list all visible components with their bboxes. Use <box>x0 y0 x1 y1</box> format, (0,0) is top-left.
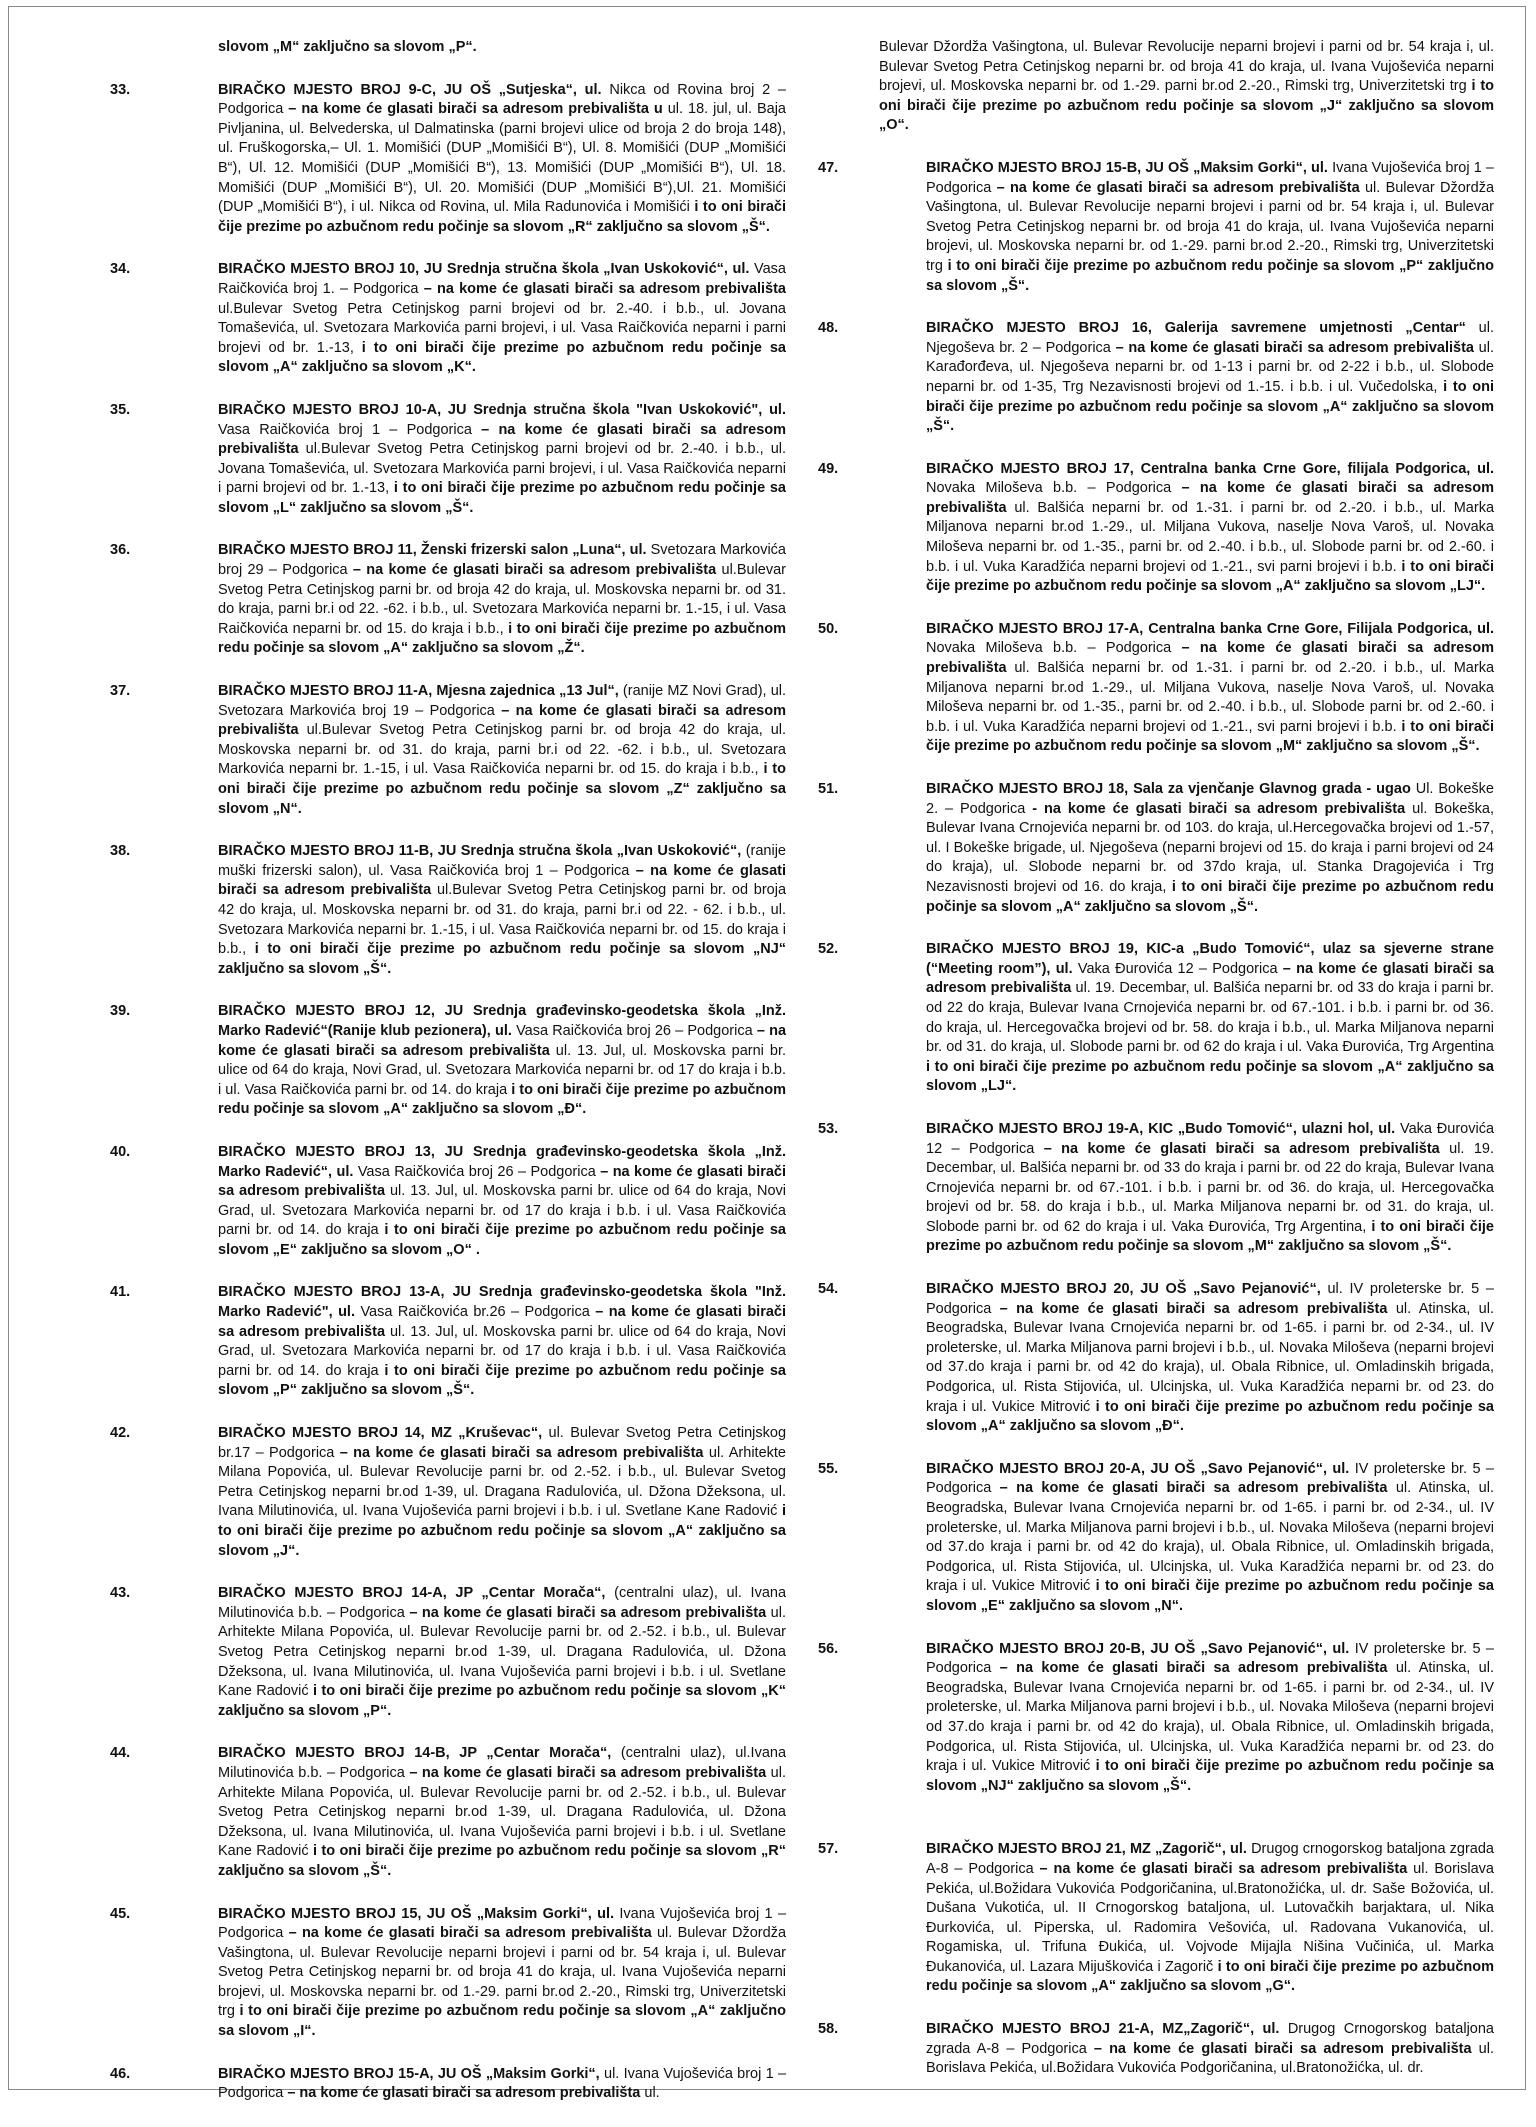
entry-number: 57. <box>818 1841 839 1858</box>
entry-number: 43. <box>110 1585 131 1602</box>
entry-title: BIRAČKO MJESTO BROJ 9-C, JU OŠ „Sutjeska“, ul. <box>218 81 602 98</box>
entry-streets: ul. Bulevar Džordža Vašingtona, ul. Bulevar Revolucije neparni brojevi i parni od br. 54 kraja i, ul. Bulevar Svetog Petra Cetinjskog neparni br. od broja 41 do kraja, ul. Ivana Vujoševića neparni brojevi, ul. Moskovska neparni br. od 1.-29. parni br.od 2.-20., Rimski trg, Univerzitetski trg <box>926 179 1495 274</box>
polling-station-entry <box>818 780 1494 917</box>
polling-station-entry <box>818 159 1494 296</box>
entry-clause: – na kome će glasati birači sa adresom prebivališta <box>926 480 1494 516</box>
entry-title: BIRAČKO MJESTO BROJ 20, JU OŠ „Savo Pejanović“, <box>926 1281 1321 1298</box>
entry-number: 56. <box>818 1640 839 1657</box>
entry-number: 45. <box>110 1905 131 1922</box>
entry-title: BIRAČKO MJESTO BROJ 10-A, JU Srednja stručna škola "Ivan Uskoković", ul. <box>218 401 786 418</box>
entry-number: 46. <box>110 2065 131 2082</box>
entry-number: 38. <box>110 843 131 860</box>
entry-streets: ul. 19. Decembar, ul. Balšića neparni br. od 33 do kraja i parni br. od 22 do kraja, Bulevar Ivana Crnojevića neparni br. od 67.-101. i b.b. i parni br. od 36. do kraja, ul. Hercegovačka brojevi od br. 58. do kraja i b.b., ul. Marka Miljanova neparni br. od 31. do kraja, ul. Slobode parni br. od 62 do kraja i ul. Vaka Đurovića, Trg Argentina, <box>926 1140 1494 1235</box>
entry-number: 48. <box>818 320 839 337</box>
entry-title: BIRAČKO MJESTO BROJ 14-B, JP „Centar Morača“, <box>218 1745 612 1762</box>
entry-address: Vaka Đurovića 12 – Podgorica <box>926 1120 1495 1157</box>
entry-title: BIRAČKO MJESTO BROJ 16, Galerija savremene umjetnosti „Centar“ <box>926 320 1466 337</box>
entry-streets: ul.Bulevar Svetog Petra Cetinjskog parni br. od broja 42 do kraja, ul. Moskovska neparni br. od 31. do kraja, parni br.i od 22. - 62. i b.b., ul. Svetozara Markovića neparni br. 1.-15, i ul. Vasa Raičkovića neparni br. od 15. do kraja i b.b., <box>218 882 787 958</box>
entry-streets: ul.Bulevar Svetog Petra Cetinjskog parni brojevi od br. 2.-40. i b.b., ul. Jovana Tomaševića, ul. Svetozara Markovića parni brojevi, i ul. Vasa Raičkovića neparni i parni brojevi od br. 1.-13, <box>218 300 786 356</box>
entry-number: 36. <box>110 542 131 559</box>
entry-clause: - na kome će glasati birači sa adresom prebivališta <box>1032 800 1406 817</box>
entry-number: 42. <box>110 1425 131 1442</box>
entry-title: BIRAČKO MJESTO BROJ 21-A, MZ„Zagorič“, ul. <box>926 2021 1280 2038</box>
entry-streets: ul. 13. Jul, ul. Moskovska parni br. ulice od 64 do kraja, Novi Grad, ul. Svetozara Markovića neparni br. od 17 do kraja i b.b. i ul. Vasa Raičkovića parni br. od 14. do kraja <box>218 1183 787 1239</box>
entry-clause: – na kome će glasati birači sa adresom prebivališta <box>218 1022 787 1059</box>
entry-title: BIRAČKO MJESTO BROJ 11, Ženski frizerski salon „Luna“, ul. <box>218 542 647 559</box>
entry-closing: i to oni birači čije prezime po azbučnom redu počinje sa slovom „A“ zaključno sa slovom „LJ“. <box>926 1058 1494 1095</box>
entry-number: 55. <box>818 1460 839 1477</box>
polling-station-entry <box>110 541 786 659</box>
entry-title: BIRAČKO MJESTO BROJ 21, MZ „Zagorič“, ul. <box>926 1841 1247 1858</box>
entry-title: BIRAČKO MJESTO BROJ 11-B, JU Srednja stručna škola „Ivan Uskoković“, <box>218 843 742 860</box>
entry-streets: ul. Borislava Pekića, ul.Božidara Vukovića Podgoričanina, ul.Bratonožićka, ul. dr. Saše Božovića, ul. Dušana Vukotića, ul. II Crnogorskog bataljona, ul. Lutovačkih barjaktara, ul. Nika Đurkovića, ul. Piperska, ul. Radomira Vešovića, ul. Radovana Vukanovića, ul. Rogamiska, ul. Trifuna Đukića, ul. Vojvode Mijajla Nišina Vučinića, ul. Marka Đukanovića, ul. Lazara Mijuškovića i Zagorič <box>926 1860 1494 1975</box>
entry-title: BIRAČKO MJESTO BROJ 13, JU Srednja građevinsko-geodetska škola „Inž. Marko Radević“, ul. <box>218 1143 786 1180</box>
entry-number: 40. <box>110 1143 131 1160</box>
entry-clause: – na kome će glasati birači sa adresom prebivališta <box>218 862 786 899</box>
entry-address: Nikca od Rovina broj 2 – Podgorica <box>218 81 786 118</box>
entry-closing: i to oni birači čije prezime po azbučnom redu počinje sa slovom „R“ zaključno sa slovom „Š“. <box>218 199 787 235</box>
entry-streets: ul. 19. Decembar, ul. Balšića neparni br. od 33 do kraja i parni br. od 22 do kraja, Bulevar Ivana Crnojevića neparni br. od 67.-101. i b.b. i parni br. od 36. do kraja, ul. Hercegovačka brojevi od br. 58. do kraja i b.b., ul. Marka Miljanova neparni br. od 31. do kraja, ul. Slobode parni br. od 62 do kraja i ul. Vaka Đurovića, Trg Argentina <box>926 980 1494 1056</box>
entry-streets: ul.Bulevar Svetog Petra Cetinjskog parni br. od broja 42 do kraja, ul. Moskovska neparni br. od 31. do kraja, parni br.i od 22. -62. i b.b., ul. Svetozara Markovića neparni br. 1.-15, i ul. Vasa Raičkovića neparni br. od 15. do kraja i b.b., <box>218 722 787 778</box>
entry-closing: i to oni birači čije prezime po azbučnom redu počinje sa slovom „L“ zaključno sa slovom „Š“. <box>218 480 786 516</box>
entry-closing: i to oni birači čije prezime po azbučnom redu počinje sa slovom „A“ zaključno sa slovom „K“. <box>218 339 786 376</box>
polling-station-entry <box>110 1002 786 1120</box>
entry-number: 49. <box>818 460 839 477</box>
entry-closing: i to oni birači čije prezime po azbučnom redu počinje sa slovom „Z“ zaključno sa slovom „N“. <box>218 761 786 817</box>
polling-station-entry <box>110 1283 786 1401</box>
entry-closing: i to oni birači čije prezime po azbučnom redu počinje sa slovom „P“ zaključno sa slovom „Š“. <box>218 1362 786 1399</box>
entry-streets: ul. Balšića neparni br. od 1.-31. i parni br. od 2.-20. i b.b., ul. Marka Miljanova neparni br.od 1.-29., ul. Miljana Vukova, naselje Nova Varoš, ul. Novaka Miloševa neparni br. od 1.-35., parni br. od 2.-40. i b.b., ul. Slobode parni br. od 2.-60. i b.b. i ul. Vuka Karadžića neparni brojevi od 1.-21., svi parni brojevi i b.b. <box>926 660 1495 735</box>
entry-address: IV proleterske br. 5 – Podgorica <box>926 1640 1495 1677</box>
continuation-text: slovom „M“ zaključno sa slovom „P“. <box>218 39 477 55</box>
entry-title: BIRAČKO MJESTO BROJ 18, Sala za vjenčanje Glavnog grada - ugao <box>926 781 1411 797</box>
entry-clause: – na kome će glasati birači sa adresom prebivališta <box>218 1304 787 1340</box>
entry-closing: i to oni birači čije prezime po azbučnom redu počinje sa slovom „M“ zaključno sa slovom „Š“. <box>926 718 1494 755</box>
entry-address: (centralni ulaz), ul.Ivana Milutinovića b.b. – Podgorica <box>218 1745 787 1781</box>
entry-address: Drugog Crnogorskog bataljona zgrada A-8 – Podgorica <box>926 2021 1494 2057</box>
entry-address: Vasa Raičkovića broj 26 – Podgorica <box>516 1022 753 1039</box>
entry-clause: – na kome će glasati birači sa adresom prebivališta <box>288 1925 652 1942</box>
polling-station-entry <box>110 1905 786 2042</box>
entry-streets: ul. Arhitekte Milana Popovića, ul. Bulevar Revolucije parni br. od 2.-52. i b.b., ul. Bulevar Svetog Petra Cetinjskog neparni br.od 1-39, ul. Dragana Radulovića, ul. Džona Džeksona, ul. Ivana Milutinovića, ul. Ivana Vujoševića parni brojevi i b.b. i ul. Svetlane Kane Radović <box>218 1604 786 1700</box>
entry-closing: i to oni birači čije prezime po azbučnom redu počinje sa slovom „A“ zaključno sa slovom „Đ“. <box>218 1081 786 1118</box>
entry-title: BIRAČKO MJESTO BROJ 17-A, Centralna banka Crne Gore, Filijala Podgorica, ul. <box>926 620 1494 637</box>
entry-closing: i to oni birači čije prezime po azbučnom redu počinje sa slovom „A“ zaključno sa slovom „Š“. <box>926 878 1495 915</box>
polling-station-entry <box>110 682 786 819</box>
entry-address: (centralni ulaz), ul. Ivana Milutinovića b.b. – Podgorica <box>218 1585 787 1621</box>
entry-streets: ul. Balšića neparni br. od 1.-31. i parni br. od 2.-20. i b.b., ul. Marka Miljanova neparni br.od 1.-29., ul. Miljana Vukova, naselje Nova Varoš, ul. Novaka Miloševa neparni br. od 1.-35., parni br. od 2.-40. i b.b., ul. Slobode parni br. od 2.-60. i b.b. i ul. Vuka Karadžića neparni brojevi od 1.-21., svi parni brojevi i b.b. <box>926 499 1495 575</box>
polling-station-entry <box>110 2065 786 2104</box>
entry-address: Ivana Vujoševića broj 1 – Podgorica <box>218 1905 787 1942</box>
entry-clause: – na kome će glasati birači sa adresom prebivališta <box>926 960 1494 997</box>
polling-station-entry <box>818 1120 1494 1257</box>
polling-station-entry <box>818 940 1494 1097</box>
entry-closing: i to oni birači čije prezime po azbučnom redu počinje sa slovom „NJ“ zaključno sa slovom „Š“. <box>218 941 787 977</box>
polling-station-entry <box>110 260 786 378</box>
entry-closing: i to oni birači čije prezime po azbučnom redu počinje sa slovom „A“ zaključno sa slovom „Đ“. <box>926 1398 1494 1435</box>
entry-number: 58. <box>818 2021 839 2038</box>
polling-station-entry <box>110 81 786 238</box>
entry-clause: – na kome će glasati birači sa adresom prebivališta u <box>288 101 663 118</box>
entry-number: 50. <box>818 620 839 637</box>
left-column <box>110 38 786 2127</box>
entry-address: ul. IV proleterske br. 5 – Podgorica <box>926 1281 1494 1317</box>
entry-closing: i to oni birači čije prezime po azbučnom redu počinje sa slovom „A“ zaključno sa slovom „LJ“. <box>926 558 1494 595</box>
entry-streets: ul. Karađorđeva, ul. Njegoševa neparni br. od 1-13 i parni br. od 2-22 i b.b., ul. Slobode neparni br. od 1-35, Trg Nezavisnosti brojevi od 1.-15. i b.b. i ul. Vučedolska, <box>926 339 1494 395</box>
entry-address: (ranije MZ Novi Grad), ul. Svetozara Markovića broj 19 – Podgorica <box>218 683 787 719</box>
polling-station-entry <box>818 1460 1494 1617</box>
entry-address: Ivana Vujoševića broj 1 – Podgorica <box>926 159 1494 196</box>
entry-clause: – na kome će glasati birači sa adresom prebivališta <box>1093 2040 1472 2057</box>
entry-address: Vasa Raičkovića broj 1 – Podgorica <box>218 421 472 438</box>
entry-closing: i to oni birači čije prezime po azbučnom redu počinje sa slovom „K“ zaključno sa slovom „P“. <box>218 1683 786 1719</box>
entry-streets: ul. Bokeška, Bulevar Ivana Crnojevića neparni br. od 103. do kraja, ul.Hercegovačka brojevi od 1.-57, ul. I Bokeške brigade, ul. Njegoševa (neparni brojevi od 15. do kraja i parni brojevi od 24 do kraja), ul. Slobode neparni br. od 37do kraja, ul. Stanka Dragojevića i Trg Nezavisnosti brojevi od 16. do kraja, <box>926 800 1495 895</box>
entry-number: 44. <box>110 1745 131 1762</box>
entry-clause: – na kome će glasati birači sa adresom prebivališta <box>218 702 786 739</box>
entry-number: 51. <box>818 781 839 797</box>
entry-clause: – na kome će glasati birači sa adresom prebivališta <box>999 1660 1388 1677</box>
entry-title: BIRAČKO MJESTO BROJ 10, JU Srednja stručna škola „Ivan Uskoković“, ul. <box>218 261 750 278</box>
entry-title: BIRAČKO MJESTO BROJ 19, KIC-a „Budo Tomović“, ulaz sa sjeverne strane (“Meeting room”), ul. <box>926 941 1494 977</box>
entry-number: 35. <box>110 401 131 418</box>
polling-station-entry <box>818 460 1494 597</box>
entry-closing: i to oni birači čije prezime po azbučnom redu počinje sa slovom „M“ zaključno sa slovom „Š“. <box>926 1218 1494 1255</box>
entry-number: 47. <box>818 159 839 176</box>
entry-address: Ul. Bokeške 2. – Podgorica <box>926 781 1494 817</box>
polling-station-entry <box>110 1744 786 1881</box>
entry-title: BIRAČKO MJESTO BROJ 20-B, JU OŠ „Savo Pejanović“, ul. <box>926 1640 1350 1657</box>
entry-closing: i to oni birači čije prezime po azbučnom redu počinje sa slovom „P“ zaključno sa slovom „Š“. <box>926 257 1495 294</box>
entry-title: BIRAČKO MJESTO BROJ 11-A, Mjesna zajednica „13 Jul“, <box>218 683 619 700</box>
entry-title: BIRAČKO MJESTO BROJ 12, JU Srednja građevinsko-geodetska škola „Inž. Marko Radević“(Ranije klub pezionera), ul. <box>218 1003 786 1039</box>
entry-streets: ul. 13. Jul, ul. Moskovska parni br. ulice od 64 do kraja, Novi Grad, ul. Svetozara Markovića neparni br. od 17 do kraja i b.b. i ul. Vasa Raičkovića parni br. od 14. do kraja <box>218 1042 786 1098</box>
entry-clause: – na kome će glasati birači sa adresom prebivališta <box>339 1444 704 1461</box>
polling-station-entry <box>818 1840 1494 1997</box>
polling-station-entry <box>110 1424 786 1561</box>
entry-closing: i to oni birači čije prezime po azbučnom redu počinje sa slovom „A“ zaključno sa slovom „J“. <box>218 1503 787 1559</box>
entry-title: BIRAČKO MJESTO BROJ 14, MZ „Kruševac“, <box>218 1425 543 1442</box>
entry-closing: i to oni birači čije prezime po azbučnom redu počinje sa slovom „NJ“ zaključno sa slovom „Š“. <box>926 1758 1494 1794</box>
entry-closing: i to oni birači čije prezime po azbučnom redu počinje sa slovom „A“ zaključno sa slovom „I“. <box>218 2003 787 2040</box>
entry-address: Vaka Đurovića 12 – Podgorica <box>1077 960 1278 977</box>
entry-title: BIRAČKO MJESTO BROJ 15-B, JU OŠ „Maksim Gorki“, ul. <box>926 159 1328 176</box>
entry-clause: – na kome će glasati birači sa adresom prebivališta <box>996 179 1360 196</box>
entry-clause: – na kome će glasati birači sa adresom prebivališta <box>1115 339 1474 356</box>
entry-number: 52. <box>818 941 839 958</box>
right-entries <box>818 159 1494 2079</box>
entry-number: 33. <box>110 81 131 98</box>
entry-address: Svetozara Markovića broj 29 – Podgorica <box>218 542 786 579</box>
entry-address: (ranije muški frizerski salon), ul. Vasa Raičkovića broj 1 – Podgorica <box>218 843 786 879</box>
entry-clause: – na kome će glasati birači sa adresom prebivališta <box>1043 1140 1440 1157</box>
polling-station-entry <box>110 842 786 979</box>
polling-station-entry <box>110 401 786 519</box>
entry-streets: ul. Arhitekte Milana Popovića, ul. Bulevar Revolucije parni br. od 2.-52. i b.b., ul. Bulevar Svetog Petra Cetinjskog neparni br.od 1-39, ul. Dragana Radulovića, ul. Džona Džeksona, ul. Ivana Milutinovića, ul. Ivana Vujoševića parni brojevi i b.b. i ul. Svetlane Kane Radović <box>218 1444 786 1520</box>
entry-streets: ul. Arhitekte Milana Popovića, ul. Bulevar Revolucije parni br. od 2.-52. i b.b., ul. Bulevar Svetog Petra Cetinjskog neparni br.od 1-39, ul. Dragana Radulovića, ul. Džona Džeksona, ul. Ivana Milutinovića, ul. Ivana Vujoševića parni brojevi i b.b. i ul. Svetlane Kane Radović <box>218 1764 786 1860</box>
entry-address: Drugog crnogorskog bataljona zgrada A-8 – Podgorica <box>926 1841 1494 1877</box>
entry-streets: ul. Atinska, ul. Beogradska, Bulevar Ivana Crnojevića neparni br. od 1-65. i parni br. od 2-34., ul. IV proleterske, ul. Marka Miljanova parni brojevi i b.b., ul. Novaka Miloševa (neparni brojevi od 37.do kraja i parni br. od 42 do kraja), ul. Obala Ribnice, ul. Omladinskih brigada, Podgorica, ul. Rista Stijovića, ul. Ulcinjska, ul. Vuka Karadžića neparni br. od 23. do kraja i ul. Vukice Mitrović <box>926 1480 1494 1595</box>
polling-station-entry <box>818 1280 1494 1437</box>
entry-clause: – na kome će glasati birači sa adresom prebivališta <box>926 640 1494 677</box>
entry-address: Vasa Raičkovića broj 1. – Podgorica <box>218 261 786 297</box>
entry-clause: – na kome će glasati birači sa adresom prebivališta <box>352 562 717 579</box>
entry-clause: – na kome će glasati birači sa adresom prebivališta <box>218 421 787 458</box>
polling-station-entry <box>818 319 1494 437</box>
entry-streets: ul. 13. Jul, ul. Moskovska parni br. ulice od 64 do kraja, Novi Grad, ul. Svetozara Markovića neparni br. od 17 do kraja i b.b. i ul. Vasa Raičkovića parni br. od 14. do kraja <box>218 1323 787 1379</box>
entry-number: 34. <box>110 261 131 278</box>
entry-streets: ul.Bulevar Svetog Petra Cetinjskog parni br. od broja 42 do kraja, ul. Moskovska neparni br. od 31. do kraja, parni br.i od 22. -62. i b.b., ul. Svetozara Markovića neparni br. 1.-15, i ul. Vasa Raičkovića neparni br. od 15. do kraja i b.b., <box>218 562 786 637</box>
entry-address: Novaka Miloševa b.b. – Podgorica <box>926 640 1172 657</box>
entry-streets: ul. Atinska, ul. Beogradska, Bulevar Ivana Crnojevića neparni br. od 1-65. i parni br. od 2-34., ul. IV proleterske, ul. Marka Miljanova parni brojevi i b.b., ul. Novaka Miloševa (neparni brojevi od 37.do kraja i parni br. od 42 do kraja), ul. Obala Ribnice, ul. Omladinskih brigada, Podgorica, ul. Rista Stijovića, ul. Ulcinjska, ul. Vuka Karadžića neparni br. od 23. do kraja i ul. Vukice Mitrović <box>926 1660 1494 1775</box>
polling-station-entry <box>818 2020 1494 2079</box>
entry-streets: ul. <box>644 2085 660 2102</box>
entry-number: 37. <box>110 683 131 700</box>
entry-clause: – na kome će glasati birači sa adresom prebivališta <box>1039 1860 1408 1877</box>
entry-title: BIRAČKO MJESTO BROJ 20-A, JU OŠ „Savo Pejanović“, ul. <box>926 1460 1350 1477</box>
entry-closing: i to oni birači čije prezime po azbučnom redu počinje sa slovom „E“ zaključno sa slovom „N“. <box>926 1578 1494 1614</box>
entry-clause: – na kome će glasati birači sa adresom prebivališta <box>999 1300 1388 1317</box>
entry-number: 41. <box>110 1284 131 1301</box>
entry-closing: i to oni birači čije prezime po azbučnom redu počinje sa slovom „A“ zaključno sa slovom „Ž“. <box>218 620 787 657</box>
entry-closing: i to oni birači čije prezime po azbučnom redu počinje sa slovom „R“ zaključno sa slovom „Š“. <box>218 1843 786 1879</box>
entry-title: BIRAČKO MJESTO BROJ 15-A, JU OŠ „Maksim Gorki“, <box>218 2065 600 2082</box>
polling-station-entry <box>818 620 1494 757</box>
entry-closing: i to oni birači čije prezime po azbučnom redu počinje sa slovom „E“ zaključno sa slovom „O“ . <box>218 1222 786 1258</box>
entry-clause: – na kome će glasati birači sa adresom prebivališta <box>409 1764 767 1781</box>
entry-number: 53. <box>818 1120 839 1137</box>
polling-station-entry <box>818 1640 1494 1797</box>
entry-clause: – na kome će glasati birači sa adresom prebivališta <box>409 1604 767 1621</box>
entry-address: ul. Ivana Vujoševića broj 1 – Podgorica <box>218 2065 787 2102</box>
entry-address: ul. Njegoševa br. 2 – Podgorica <box>926 320 1494 356</box>
entry-address: ul. Bulevar Svetog Petra Cetinjskog br.17 – Podgorica <box>218 1425 787 1461</box>
entry-closing: i to oni birači čije prezime po azbučnom redu počinje sa slovom „A“ zaključno sa slovom „G“. <box>926 1958 1495 1995</box>
entry-closing: i to oni birači čije prezime po azbučnom redu počinje sa slovom „A“ zaključno sa slovom „Š“. <box>926 378 1495 435</box>
entry-streets: ul. 18. jul, ul. Baja Pivljanina, ul. Belvederska, ul Dalmatinska (parni brojevi ulice od broja 2 do broja 148), ul. Fruškogorska,– Ul. 1. Momišići (DUP „Momišići B“), Ul. 8. Momišići (DUP „Momišići B“), Ul. 12. Momišići (DUP „Momišići B“), 13. Momišići (DUP „Momišići B“), Ul. 18. Momišići (DUP „Momišići B“), Ul. 20. Momišići (DUP „Momišići B“),Ul. 21. Momišići (DUP „Momišići B“), i ul. Nikca od Rovina, ul. Mila Radunovića i Momišići <box>218 101 786 216</box>
polling-station-entry <box>110 1584 786 1721</box>
entry-streets: ul. Bulevar Džordža Vašingtona, ul. Bulevar Revolucije neparni brojevi i parni od br. 54 kraja i, ul. Bulevar Svetog Petra Cetinjskog neparni br. od broja 41 do kraja, ul. Ivana Vujoševića neparni brojevi, ul. Moskovska neparni br. od 1.-29. parni br.od 2.-20., Rimski trg, Univerzitetski trg <box>218 1925 787 2020</box>
entry-number: 39. <box>110 1003 131 1020</box>
entry-address: Novaka Miloševa b.b. – Podgorica <box>926 480 1172 497</box>
entry-address: Vasa Raičkovića br.26 – Podgorica <box>360 1304 590 1321</box>
entry-clause: – na kome će glasati birači sa adresom prebivališta <box>999 1480 1388 1497</box>
entry-streets: ul.Bulevar Svetog Petra Cetinjskog parni brojevi od br. 2.-40. i b.b., ul. Jovana Tomaševića, ul. Svetozara Markovića parni brojevi, i ul. Vasa Raičkovića neparni i parni brojevi od br. 1.-13, <box>218 441 787 497</box>
entry-clause: – na kome će glasati birači sa adresom prebivališta <box>218 1163 786 1200</box>
entry-title: BIRAČKO MJESTO BROJ 17, Centralna banka Crne Gore, filijala Podgorica, ul. <box>926 460 1494 477</box>
entry-clause: – na kome će glasati birači sa adresom prebivališta <box>287 2085 641 2102</box>
entry-title: BIRAČKO MJESTO BROJ 14-A, JP „Centar Morača“, <box>218 1585 606 1602</box>
entry-address: Vasa Raičkovića broj 26 – Podgorica <box>357 1163 596 1180</box>
polling-station-entry <box>110 1143 786 1261</box>
continuation-text: Bulevar Džordža Vašingtona, ul. Bulevar Revolucije neparni brojevi i parni od br. 54 kraja i, ul. Bulevar Svetog Petra Cetinjskog neparni br. od broja 41 do kraja, ul. Ivana Vujoševića neparni brojevi, ul. Moskovska neparni br. od 1.-29. parni br.od 2.-20., Rimski trg, Univerzitetski trg i to oni birači čije prezime po azbučnom redu počinje sa slovom „J“ zaključno sa slovom „O“. <box>879 39 1495 134</box>
entry-address: IV proleterske br. 5 – Podgorica <box>926 1460 1495 1497</box>
entry-title: BIRAČKO MJESTO BROJ 19-A, KIC „Budo Tomović“, ulazni hol, ul. <box>926 1120 1396 1137</box>
entry-clause: – na kome će glasati birači sa adresom prebivališta <box>423 280 786 297</box>
entry-number: 54. <box>818 1281 839 1298</box>
entry-title: BIRAČKO MJESTO BROJ 15, JU OŠ „Maksim Gorki“, ul. <box>218 1905 615 1922</box>
right-column <box>818 38 1494 2102</box>
left-entries <box>110 81 786 2104</box>
entry-streets: ul. Borislava Pekića, ul.Božidara Vukovića Podgoričanina, ul.Bratonožićka, ul. dr. <box>926 2040 1494 2077</box>
entry-streets: ul. Atinska, ul. Beogradska, Bulevar Ivana Crnojevića neparni br. od 1-65. i parni br. od 2-34., ul. IV proleterske, ul. Marka Miljanova parni brojevi i b.b., ul. Novaka Miloševa (neparni brojevi od 37.do kraja i parni br. od 42 do kraja), ul. Obala Ribnice, ul. Omladinskih brigada, Podgorica, ul. Rista Stijovića, ul. Ulcinjska, ul. Vuka Karadžića neparni br. od 23. do kraja i ul. Vukice Mitrović <box>926 1300 1494 1415</box>
entry-title: BIRAČKO MJESTO BROJ 13-A, JU Srednja građevinsko-geodetska škola "Inž. Marko Radević", ul. <box>218 1284 786 1321</box>
